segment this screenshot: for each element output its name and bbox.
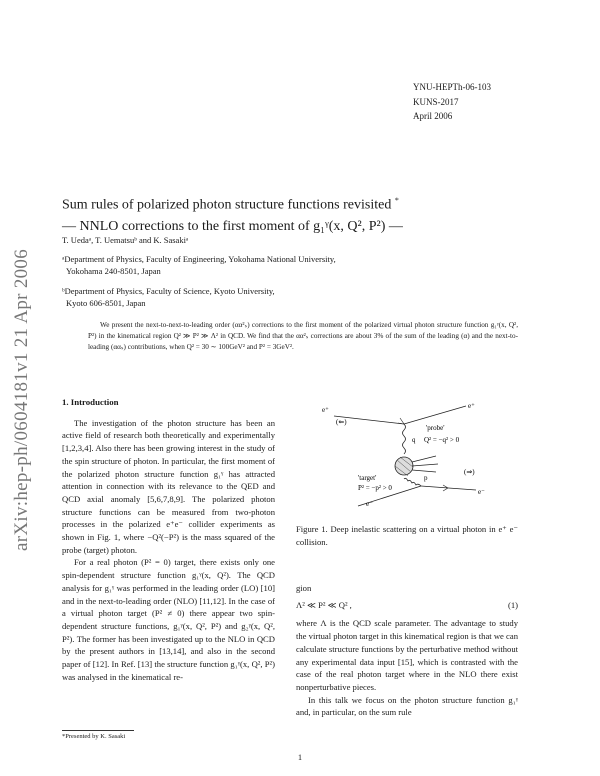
label-helicity-left: (⇐) [336, 418, 347, 426]
intro-paragraph-1: The investigation of the photon structure has been an active field of research both theoretically and experimentally [1,2,3,4]. Also there has been growing interest in the study of the spin structure of photon. In particular, the first moment of the polarized photon structure function g₁ᵞ has attracted attention in connection with its relevance to the QED and QCD axial anomaly [5,6,7,8,9]. The polarized photon structure functions can be measured from two-photon processes in the polarized e⁺e⁻ collider experiments as shown in Fig. 1, where −Q²(−P²) is the mass squared of the probe (target) photon. [62, 417, 275, 555]
report-number-2: KUNS-2017 [413, 96, 459, 107]
label-helicity-right: (⇒) [464, 468, 475, 476]
label-probe: 'probe' [426, 424, 445, 432]
affiliation-a-line2: Yokohama 240-8501, Japan [66, 266, 161, 276]
electron-line-bottom-out [421, 486, 476, 490]
affiliation-b-line2: Kyoto 606-8501, Japan [66, 298, 146, 308]
label-e-plus-top-right: e⁺ [468, 402, 475, 410]
equation-1 [296, 599, 518, 612]
label-target: 'target' [358, 474, 377, 482]
left-column [62, 396, 275, 683]
title-footnote-mark: * [394, 196, 399, 205]
footnote: *Presented by K. Sasaki [62, 733, 126, 740]
abstract: We present the next-to-next-to-leading order (αα²ₛ) corrections to the first moment of the polarized virtual photon structure function g₁ᵞ(x, Q², P²) in the kinematical region Q² ≫ P² ≫ Λ² in QCD. We find that the αα²ₛ corrections are about 3% of the sum of the leading (α) and the next-to-leading (ααₛ) contributions, when Q² = 30 ∼ 100GeV² and P² = 3GeV². [88, 321, 518, 352]
title-line-2: — NNLO corrections to the first moment of g₁ᵞ(x, Q², P²) — [62, 218, 403, 234]
affiliation-b-line1: ᵇDepartment of Physics, Faculty of Science, Kyoto University, [62, 286, 275, 296]
label-e-minus-bottom-right: e⁻ [478, 488, 485, 496]
paper-title [62, 190, 542, 237]
arrow-top [398, 418, 404, 424]
authors: T. Uedaᵃ, T. Uematsuᵇ and K. Sasakiᵃ [62, 235, 189, 245]
right-column [296, 582, 518, 719]
figure-caption: Figure 1. Deep inelastic scattering on a virtual photon in e⁺ e⁻ collision. [296, 524, 518, 547]
right-paragraph-1: where Λ is the QCD scale parameter. The advantage to study the virtual photon target in this kinematical region is that we can calculate structure functions by the perturbative method without any experimental data input [15], which is contrasted with the case of the real photon target where in the NLO there exist nonperturbative pieces. [296, 618, 518, 692]
continued-word: gion [296, 583, 312, 593]
report-date: April 2006 [413, 111, 453, 121]
target-photon-line [404, 478, 421, 486]
feynman-diagram-figure [296, 400, 518, 515]
arxiv-side-stamp: arXiv:hep-ph/0604181v1 21 Apr 2006 [11, 248, 32, 552]
label-q: q [412, 436, 416, 444]
affiliation-a-line1: ᵃDepartment of Physics, Faculty of Engineering, Yokohama National University, [62, 254, 336, 264]
label-p: p [424, 474, 428, 482]
right-paragraph-2: In this talk we focus on the photon structure function g₁ᵞ and, in particular, on the sum rule [296, 694, 518, 718]
page-number: 1 [297, 752, 303, 762]
hadron-jet-1 [412, 456, 436, 462]
affiliation-a [62, 253, 336, 277]
label-p-squared: P² = −p² > 0 [358, 484, 392, 492]
electron-line-top-out [404, 406, 466, 424]
label-q-squared: Q² = −q² > 0 [424, 436, 460, 444]
section-heading: 1. Introduction [62, 397, 119, 407]
label-e-plus-top-left: e⁺ [322, 406, 329, 414]
footnote-rule [62, 730, 134, 731]
label-e-minus-bottom-left: e⁻ [366, 500, 373, 508]
intro-paragraph-2: For a real photon (P² = 0) target, there exists only one spin-dependent structure function g₁ᵞ(x, Q²). The QCD analysis for g₁ᵞ was performed in the leading order (LO) [10] and in the next-to-leading order (NLO) [11,12]. In the case of a virtual photon target (P² ≠ 0) there appear two spin-dependent structure functions, g₁ᵞ(x, Q², P²) and g₂ᵞ(x, Q², P²). The former has been investigated up to the NLO in QCD by the present authors in [13,14], and also in the second paper of [12]. In Ref. [13] the structure function g₁ᵞ(x, Q², P²) was analysed in the kinematical re- [62, 557, 275, 682]
affiliation-b [62, 285, 275, 309]
hadron-jet-2 [412, 464, 438, 466]
title-line-1: Sum rules of polarized photon structure functions revisited [62, 197, 392, 213]
equation-1-body: Λ² ≪ P² ≪ Q² , [296, 599, 352, 610]
equation-1-number: (1) [507, 599, 518, 610]
probe-photon-line [403, 424, 406, 454]
hadron-jet-3 [412, 470, 436, 472]
report-numbers [413, 80, 491, 124]
report-number-1: YNU-HEPTh-06-103 [413, 82, 491, 92]
